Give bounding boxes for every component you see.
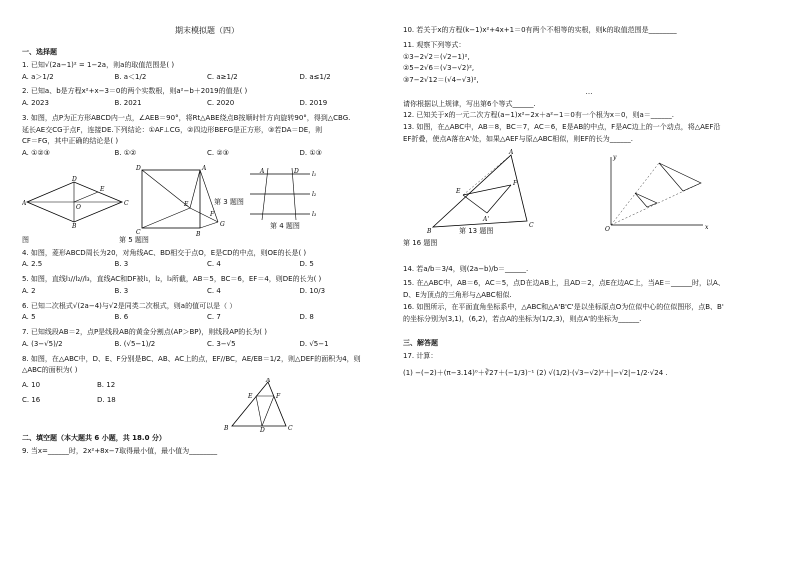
question-11-ellipsis: …: [585, 87, 593, 96]
svg-text:E: E: [100, 185, 105, 193]
question-13-line: 13. 如图，在△ABC中，AB＝8，BC＝7，AC＝6，E是AB的中点，F是AC边上的一个动点，将△AEF沿: [403, 123, 721, 131]
figure-5-caption: 第 5 题图: [119, 235, 149, 244]
svg-text:A: A: [202, 164, 207, 172]
page-title: 期末模拟题（四）: [175, 26, 239, 35]
section-choice-heading: 一、选择题: [22, 48, 57, 56]
svg-text:A: A: [266, 378, 271, 384]
svg-text:F: F: [210, 210, 215, 218]
option: D. a≤1/2: [299, 72, 331, 81]
option: C. 3−√5: [207, 339, 236, 348]
svg-text:E: E: [248, 393, 253, 400]
svg-text:D: D: [260, 427, 265, 432]
figure-16-caption: 第 16 题图: [403, 238, 438, 247]
question-11-line: ②5−2√6＝(√3−√2)²,: [403, 64, 475, 73]
option: D. 2019: [299, 99, 328, 107]
figure-3-caption: 第 3 题图: [214, 197, 244, 206]
svg-text:D: D: [136, 164, 141, 172]
question-8-options-a: [22, 381, 172, 390]
option: D. √5−1: [299, 339, 329, 348]
option: D. ①③: [299, 149, 322, 157]
svg-text:l₃: l₃: [312, 210, 317, 218]
question-8-line: △ABC的面积为( ): [22, 366, 78, 375]
question-7: 7. 已知线段AB＝2，点P是线段AB的黄金分割点(AP＞BP)，则线段AP的长为( ): [22, 328, 267, 336]
question-10: 10. 若关于x的方程(k−1)x²+4x+1＝0有两个不相等的实根，则k的取值范围是________: [403, 26, 677, 34]
option: A. 10: [22, 381, 41, 389]
question-14: 14. 若a/b＝3/4，则(2a−b)/b＝______.: [403, 264, 529, 273]
option: B. 2021: [114, 99, 142, 107]
question-4-options: [22, 260, 392, 269]
section-fill-heading: 二、填空题（本大题共 6 小题，共 18.0 分）: [22, 434, 166, 442]
option: A. 2.5: [22, 260, 43, 269]
question-15-line: 15. 在△ABC中，AB＝6，AC＝5，点D在边AB上，且AD＝2，点E在边AC上，当AE＝______时，以A、: [403, 279, 725, 288]
question-9: 9. 当x=______时，2x²+8x−7取得最小值，最小值为________: [22, 446, 218, 455]
option: A. 2: [22, 286, 36, 295]
option: D. 5: [299, 260, 314, 269]
svg-text:B: B: [224, 425, 229, 432]
question-8-line: 8. 如图，在△ABC中，D、E、F分别是BC、AB、AC上的点，EF//BC，AE/EB＝1/2，则△DEF的面积为4，则: [22, 354, 361, 363]
question-16-line: 的坐标分别为(3,1)，(6,2)，若点A的坐标为(1/2,3)，则点A'的坐标为______.: [403, 314, 642, 323]
svg-text:A: A: [509, 148, 514, 156]
homothety-figure: [603, 153, 713, 233]
figure-4-caption: 第 4 题图: [270, 221, 300, 230]
question-11-line: ③7−2√12＝(√4−√3)²,: [403, 76, 479, 84]
svg-text:O: O: [76, 203, 81, 211]
option: B. 12: [97, 381, 116, 389]
option: D. 10/3: [299, 286, 326, 295]
question-15-line: D、E为顶点的三角形与△ABC相似.: [403, 291, 512, 299]
option: C. 2020: [207, 99, 235, 107]
section-solve-heading: 三、解答题: [403, 339, 438, 348]
svg-text:B: B: [72, 222, 77, 228]
option: B. ①②: [114, 149, 137, 157]
question-1-options: [22, 73, 392, 82]
question-7-options: [22, 340, 392, 349]
option: A. (3−√5)/2: [22, 339, 63, 348]
question-13-line: EF折叠，使点A落在A'处，如果△AEF与原△ABC相似，则EF的长为______.: [403, 134, 633, 143]
figure-13-caption: 第 13 题图: [459, 226, 494, 235]
svg-text:C: C: [136, 228, 141, 236]
svg-text:F: F: [276, 393, 281, 400]
question-1: 1. 已知√(2a−1)² = 1−2a，则a的取值范围是( ): [22, 60, 175, 69]
svg-text:C: C: [529, 221, 534, 229]
option: B. 3: [114, 286, 129, 295]
option: B. 6: [114, 313, 129, 322]
parallel-lines-figure: [248, 168, 330, 222]
question-11-line: 请你根据以上规律，写出第6个等式______.: [403, 99, 536, 108]
svg-text:D: D: [72, 175, 77, 183]
question-8-options-b: [22, 396, 172, 405]
question-4: 4. 如图，菱形ABCD周长为20，对角线AC、BD相交于点O，E是CD的中点，则OE的长是( ): [22, 248, 307, 257]
question-8-area: [22, 378, 392, 430]
option: B. a＜1/2: [114, 72, 147, 81]
svg-text:E: E: [456, 187, 461, 195]
option: C. 4: [207, 260, 221, 269]
question-12: 12. 已知关于x的一元二次方程(a−1)x²−2x＋a²−1＝0有一个根为x＝0，则a＝______.: [403, 111, 674, 120]
svg-text:G: G: [220, 220, 225, 228]
right-column: [403, 0, 775, 381]
svg-text:O: O: [605, 225, 610, 233]
svg-text:y: y: [613, 153, 617, 161]
question-17: 17. 计算：: [403, 352, 438, 360]
svg-text:C: C: [124, 199, 129, 207]
option: C. 16: [22, 395, 41, 404]
option: A. 2023: [22, 99, 49, 107]
question-5-options: [22, 287, 392, 296]
square-figure: [134, 164, 226, 238]
option: D. 8: [299, 313, 314, 322]
question-3-line: 3. 如图，点P为正方形ABCD内一点，∠AEB＝90°，将Rt△ABE绕点B按顺时针方向旋转90°，得到△CBG.: [22, 113, 351, 122]
folding-triangle-figure: [423, 149, 535, 237]
question-2-options: [22, 99, 392, 108]
question-3-line: CF＝FG，其中正确的结论是( ): [22, 137, 119, 146]
question-16-line: 16. 如图所示，在平面直角坐标系中，△ABC和△A'B'C'是以坐标原点O为位似中心的位似图形，点B、B': [403, 302, 724, 311]
figures-row-1: [22, 164, 392, 242]
question-6: 6. 已知二次根式√(2a−4)与√2是同类二次根式，则a的值可以是（ ）: [22, 301, 237, 310]
question-11-line: ①3−2√2＝(√2−1)²,: [403, 52, 470, 61]
svg-text:E: E: [184, 200, 189, 208]
option: C. a≥1/2: [207, 72, 238, 81]
svg-text:l₂: l₂: [312, 190, 317, 198]
question-6-options: [22, 313, 392, 322]
svg-text:B: B: [427, 227, 432, 235]
svg-text:A: A: [22, 199, 27, 207]
option: C. ②③: [207, 149, 229, 157]
question-17-expression: (1) −(−2)＋(π−3.14)⁰＋∛27＋(−1/3)⁻¹ (2) √(1/2)·(√3−√2)²＋|−√2|−1/2·√24 .: [403, 368, 668, 377]
option: A. ①②③: [22, 149, 50, 157]
left-column: [22, 0, 392, 459]
svg-text:D: D: [294, 167, 299, 175]
option: B. 3: [114, 260, 129, 269]
svg-text:A: A: [260, 167, 265, 175]
option: C. 4: [207, 286, 221, 295]
svg-text:B: B: [196, 230, 201, 238]
figures-row-2: [403, 147, 775, 251]
option: A. 5: [22, 313, 36, 322]
question-11-line: 11. 观察下列等式：: [403, 40, 466, 49]
triangle-def-figure: [222, 378, 302, 432]
option: D. 18: [97, 395, 116, 404]
question-5: 5. 如图，直线l₁//l₂//l₃，直线AC和DF被l₁，l₂，l₃所截，AB＝5，BC＝6，EF＝4，则DE的长为( ): [22, 275, 322, 283]
svg-text:A': A': [483, 215, 489, 223]
svg-text:x: x: [705, 223, 709, 231]
rhombus-figure: [22, 176, 132, 228]
question-3-options: [22, 149, 392, 158]
svg-text:F: F: [513, 179, 518, 187]
option: B. (√5−1)/2: [114, 339, 156, 348]
figure-label: 图: [22, 235, 29, 244]
svg-text:l₁: l₁: [312, 170, 317, 178]
option: C. 7: [207, 313, 221, 322]
option: A. a＞1/2: [22, 72, 54, 81]
svg-text:C: C: [288, 425, 293, 432]
question-3-line: 延长AE交CG于点F，连接DE.下列结论：①AF⊥CG，②四边形BEFG是正方形，③若DA＝DE，则: [22, 125, 323, 134]
question-2: 2. 已知a、b是方程x²+x−3＝0的两个实数根，则a²−b＋2019的值是( ): [22, 87, 248, 96]
